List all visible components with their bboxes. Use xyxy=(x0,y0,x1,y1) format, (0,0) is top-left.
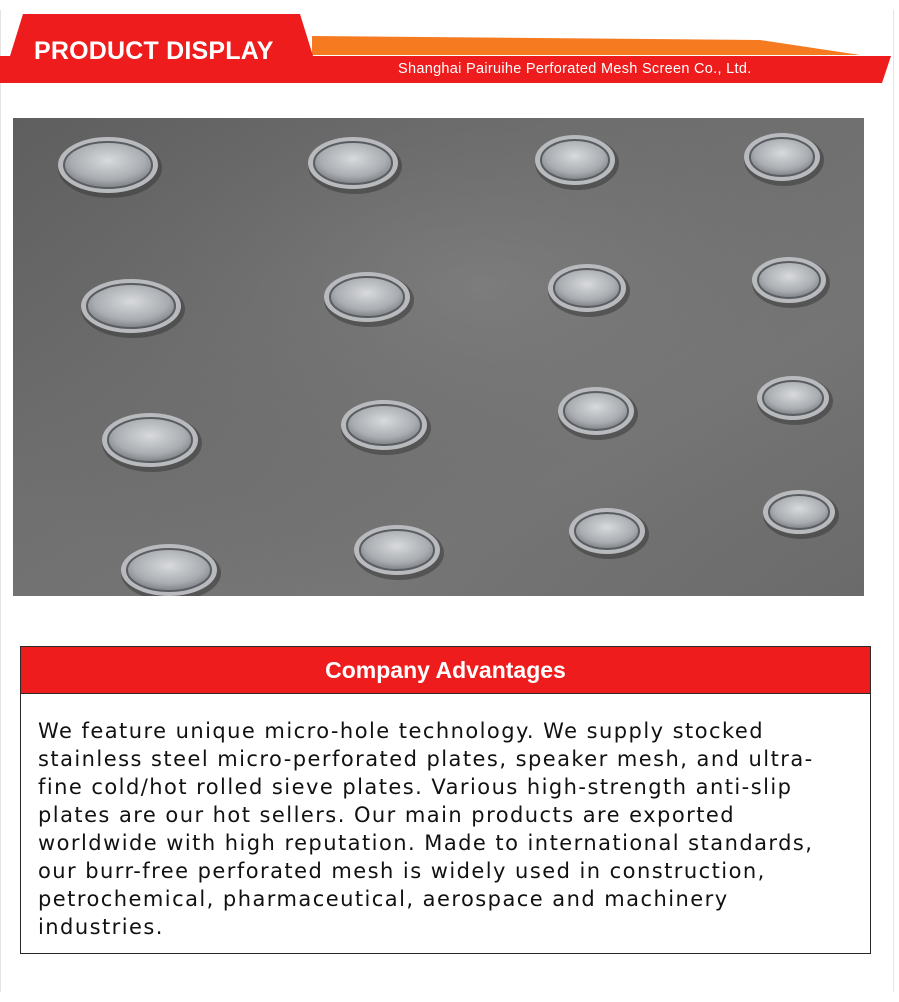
left-border-line xyxy=(0,10,1,992)
perforated-plate-image xyxy=(13,118,864,596)
advantages-title: Company Advantages xyxy=(325,656,566,683)
advantages-header xyxy=(21,647,870,694)
banner-title: PRODUCT DISPLAY xyxy=(34,37,274,65)
product-photo xyxy=(13,118,864,596)
advantages-description: We feature unique micro-hole technology. We supply stocked stainless steel micro-perforated plates, speaker mesh, and ultra-fine cold/hot rolled sieve plates. Various high-strength anti-slip plates are our hot sellers. Our main products are exported worldwide with high reputation. Made to international standards, our burr-free perforated mesh is widely used in construction, petrochemical, pharmaceutical, aerospace and machinery industries. xyxy=(38,719,814,939)
company-advantages-section xyxy=(20,646,871,954)
company-name: Shanghai Pairuihe Perforated Mesh Screen Co., Ltd. xyxy=(398,61,752,77)
right-border-line xyxy=(893,10,894,992)
product-display-banner xyxy=(0,0,899,90)
